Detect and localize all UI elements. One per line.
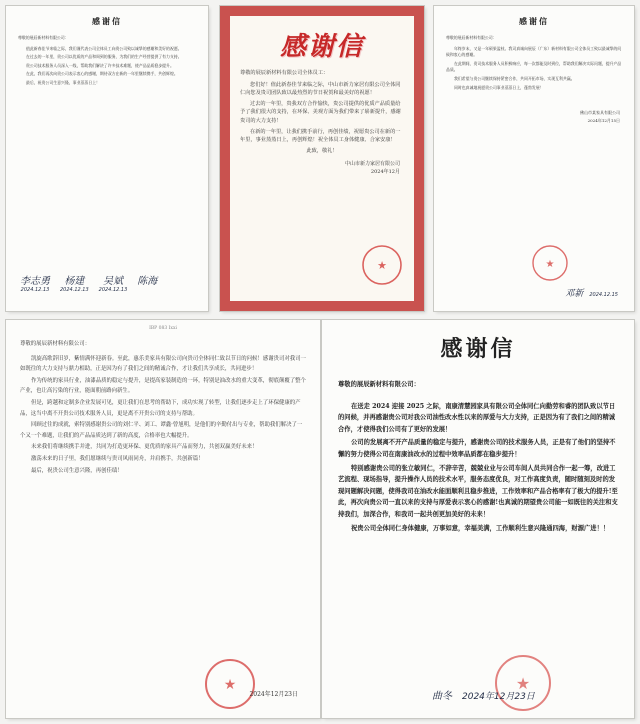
letter-title: 感谢信 — [279, 32, 364, 62]
letter-body — [434, 35, 634, 91]
company-stamp — [530, 243, 570, 283]
handwritten-date: 2024.12.13 — [60, 287, 89, 293]
letter-date: 2024年12月23日 — [249, 691, 298, 698]
paragraph: 年终岁末，又是一年硕果盈枝。我司真诚向展辰（广东）新材料有限公司全体员工致以最诚挚的问候和衷心的感谢。 — [446, 45, 622, 58]
paragraph: 祝贵公司全体同仁身体健康，万事如意，幸福美满，工作顺利生意兴隆通四海，财源广进！！ — [351, 524, 610, 532]
svg-text:★: ★ — [377, 259, 387, 272]
thank-you-letter-4 — [6, 320, 320, 718]
svg-text:★: ★ — [223, 677, 237, 693]
paragraph: 最后，祝贵公司生意兴隆，事业蒸蒸日上！ — [26, 79, 100, 85]
letter-body — [6, 339, 320, 476]
signature: 李志勇 — [20, 276, 50, 287]
paragraph: 在此期间，贵司技术服务人员积极响应，每一次都能及时到位，帮助我们解决实际问题，提升产品品质。 — [446, 60, 622, 73]
paragraph: 未来我们将继续携手并进，共同为打造更环保、更优质的家具产品而努力，共创双赢美好未来！ — [31, 444, 258, 451]
company-name: 中山市新力家居有限公司 — [344, 160, 400, 167]
letter-body — [6, 35, 208, 87]
letter-title: 感谢信 — [519, 16, 549, 26]
signature-row — [20, 272, 194, 293]
letter-greeting: 尊敬的展辰新材料有限公司： — [20, 341, 91, 347]
handwritten-date: 2024年12月23日 — [462, 692, 535, 702]
letter-inner-panel — [230, 16, 414, 301]
paragraph: 过去的一年里，贵我双方合作愉快，贵公司提供的优质产品质量给予了我们很大的支持，在环保、美观方面为我们带来了崭新提升，感谢贵司的大力支持！ — [240, 100, 401, 124]
paragraph: 在新的一年里，让我们携手前行，再创佳绩，祝愿贵公司在新的一年里，事业蒸蒸日上，再创辉煌！祝全体员工身体健康、合家安康！ — [240, 128, 401, 144]
paragraph: 公司的发展离不开产品质量的稳定与提升，感谢贵公司的技术服务人员，正是有了他们的坚持不懈的努力使得公司在南康油改水的过程中效率品质都在稳步提升！ — [338, 439, 616, 458]
letter-greeting: 尊敬的展辰新材料有限公司： — [18, 35, 69, 40]
paragraph: 在送走 2024 迎接 2025 之际，南康清慧园家具有限公司全体同仁向勤劳和睿的团队致以节日的问候，并再感谢贵公司对我公司油性改水性以来的厚爱与大力支持，正是因为有了我们之间的精诚合作，才使得我们公司有了更好的发展！ — [338, 402, 616, 433]
thank-you-letter-3 — [434, 6, 634, 311]
paragraph: 在过去的一年里，贵公司以优质的产品和周到的服务，为我们的生产经营提供了有力支持。 — [26, 54, 182, 60]
thank-you-letter-1 — [6, 6, 208, 311]
handwritten-date: 2024.12.13 — [20, 287, 50, 293]
paragraph: 回顾过往的成就，索特别感谢贵公司的刘仁平、刘工、谭鑫·曾旭明，是他们的辛勤付出与专业，帮助我们解决了一个又一个难题，让我们的产品品质达到了新的高度，合格率也大幅提升。 — [20, 422, 303, 439]
paragraph: 特别感谢贵公司的张立敏同仁，不辞辛苦，兢兢业业与公司车间人员共同合作一起一筹，改进工艺流程、现场指导，提升操作人员的技术水平，服务态度优良，对工作高度负责，随时随刻及时的发现问题解决问题，使得我司在油改水能面顺利且稳步推进，工作效率和产品合格率有了极大的提升!至此，再次向贵公司一直以来的支持与厚爱表示衷心的感谢!也真诚的期望贵公司能一如既往的关注和支持我们，加深合作，和我司一起共创更加美好的未来！ — [338, 464, 618, 518]
thank-you-letter-5 — [322, 320, 634, 718]
svg-text:★: ★ — [545, 259, 555, 270]
paragraph: 我们希望与贵公司继续保持紧密合作，共同开拓市场，实现互利共赢。 — [454, 75, 575, 81]
paragraph: 贵公司技术服务人员深入一线，帮助我们解决了许多技术难题，使产品品质稳步提升。 — [26, 62, 174, 68]
letter-header-code: IBP 083 Ixxi — [149, 326, 177, 331]
paragraph: 激荡未来的日子里，我们愿继续与贵司风雨同舟，并肩携手，共创新篇！ — [31, 455, 204, 462]
letter-body — [322, 379, 634, 534]
signature: 杨建 — [64, 276, 85, 287]
paragraph: 凯旋高歌辞旧岁，紫情满怀迎新春。至此，惠乐美家具有限公司向贵司全体同仁致以节日的问候！感谢贵司对我司一如既往的大力支持与鼎力相助，正是因为有了我们之间的精诚合作，才让我们共享成长，共同进步！ — [20, 355, 306, 373]
svg-text:★: ★ — [515, 674, 531, 693]
signature-row — [565, 286, 618, 299]
paragraph: 但是，跨越和定制多企业发展可见，更让我们在思考的帮助下，成功实现了转型，让我们逐步走上了环保健康的产品，这当中离不开贵公司技术服务人员，更是离不开贵公司的支持与帮助。 — [20, 399, 301, 417]
letter-body — [230, 69, 414, 145]
company-stamp — [492, 652, 554, 714]
paragraph: 最后，祝贵公司生意兴隆，再创佳绩！ — [31, 467, 123, 474]
letter-greeting: 尊敬的展辰新材料有限公司： — [446, 35, 497, 40]
signature: 曲冬 — [432, 691, 452, 702]
handwritten-date: 2024.12.13 — [98, 287, 128, 293]
signature: 吴斌 — [102, 276, 123, 287]
handwritten-date: 2024.12.15 — [589, 292, 618, 298]
company-name: 佛山市某家具有限公司 — [580, 110, 620, 116]
company-stamp — [202, 656, 258, 712]
company-stamp — [360, 243, 404, 287]
paragraph: 您们好！值此新春佳节来临之际，中山市新力家居有限公司全体同仁向您及贵司团队致以最热烈的节日祝贺和最美好的祝愿！ — [240, 81, 401, 97]
letter-date: 2024年12月15日 — [587, 118, 620, 124]
letter-title: 感谢信 — [440, 336, 516, 362]
letter-greeting: 尊敬的展辰新材料有限公司： — [338, 381, 420, 388]
letter-greeting: 尊敬的展辰新材料有限公司全体员工： — [240, 70, 329, 76]
letter-title: 感谢信 — [92, 16, 122, 26]
signature-row — [432, 687, 535, 702]
signature-block — [434, 109, 634, 125]
letter-date: 2024年12月 — [370, 168, 400, 175]
signature-block — [230, 160, 414, 176]
thank-you-letter-2 — [220, 6, 424, 311]
signature: 陈海 — [137, 276, 158, 287]
closing-line: 此致，敬礼！ — [306, 147, 338, 154]
signature: 邓新 — [565, 289, 584, 299]
paragraph: 在此，我们再次向贵公司表示衷心的感谢，期待双方在新的一年里继续携手，共创辉煌。 — [26, 71, 178, 77]
paragraph: 值此新春佳节来临之际，我们谨代表公司全体员工向贵公司致以诚挚的感谢和美好的祝愿。 — [26, 45, 182, 51]
paragraph: 同时也真诚地祝愿贵公司事业蒸蒸日上，蓬勃发展！ — [454, 84, 544, 90]
paragraph: 作为传统的家具行业，油漆品质的稳定与提升，是提高家装制造的一环，特别是油改水的重大变革，彻底颠覆了整个产业，也让高污染的行业，能面朝前路向新生。 — [20, 377, 306, 395]
